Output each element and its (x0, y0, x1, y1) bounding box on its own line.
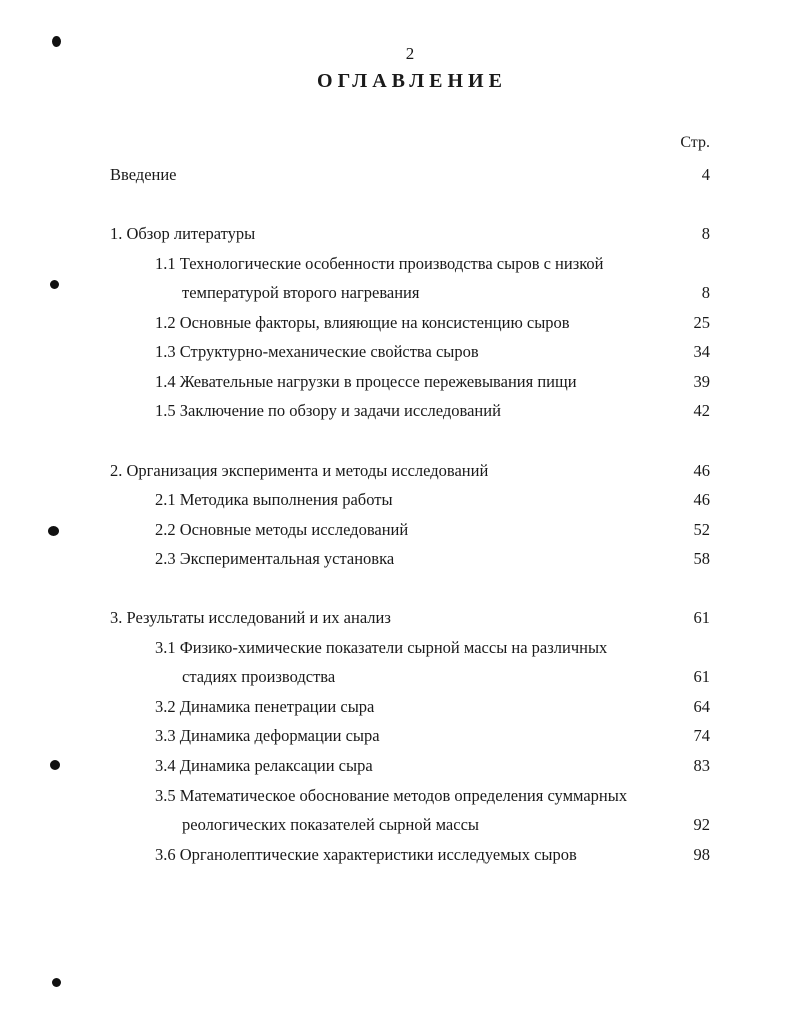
toc-title: ОГЛАВЛЕНИЕ (317, 70, 507, 92)
toc-entry-chapter-1[interactable] (110, 222, 710, 246)
toc-entry-1-3[interactable] (155, 340, 710, 364)
toc-entry-3-1[interactable] (155, 636, 710, 660)
toc-entry-page: 98 (693, 845, 710, 864)
toc-entry-1-1[interactable] (155, 252, 710, 276)
toc-entry-1-5[interactable] (155, 399, 710, 423)
toc-entry-2-2[interactable] (155, 518, 710, 542)
toc-entry-text: 3.2 Динамика пенетрации сыра (155, 697, 375, 716)
toc-entry-text: 2. Организация эксперимента и методы исследований (110, 461, 489, 480)
toc-entry-3-5-continued[interactable] (182, 813, 710, 837)
toc-entry-text: реологических показателей сырной массы (182, 815, 479, 834)
toc-entry-text: 3.3 Динамика деформации сыра (155, 726, 380, 745)
toc-entry-text: 1.1 Технологические особенности производства сыров с низкой (155, 254, 604, 273)
toc-entry-page: 83 (693, 756, 710, 775)
toc-entry-text: 2.2 Основные методы исследований (155, 520, 409, 539)
toc-entry-3-4[interactable] (155, 754, 710, 778)
toc-entry-text: 3. Результаты исследований и их анализ (110, 608, 391, 627)
toc-entry-3-3[interactable] (155, 724, 710, 748)
toc-entry-page: 46 (693, 490, 710, 509)
toc-entry-page: 42 (693, 401, 710, 420)
toc-entry-3-6[interactable] (155, 843, 710, 867)
toc-entry-page: 74 (693, 726, 710, 745)
toc-entry-page: 92 (693, 815, 710, 834)
toc-entry-text: температурой второго нагревания (182, 283, 420, 302)
toc-entry-page: 52 (693, 520, 710, 539)
toc-entry-1-4[interactable] (155, 370, 710, 394)
toc-entry-page: 4 (701, 165, 710, 184)
toc-entry-3-2[interactable] (155, 695, 710, 719)
toc-entry-text: стадиях производства (182, 667, 336, 686)
toc-entry-text: 3.5 Математическое обоснование методов определения суммарных (155, 786, 628, 805)
toc-entry-1-2[interactable] (155, 311, 710, 335)
toc-entry-2-1[interactable] (155, 488, 710, 512)
toc-entry-text: Введение (110, 165, 177, 184)
toc-entry-page: 61 (693, 667, 710, 686)
toc-entry-page: 25 (693, 313, 710, 332)
toc-entry-chapter-2[interactable] (110, 459, 710, 483)
toc-entry-text: 2.3 Экспериментальная установка (155, 549, 395, 568)
toc-entry-introduction[interactable] (110, 163, 710, 187)
toc-entry-text: 3.6 Органолептические характеристики исследуемых сыров (155, 845, 577, 864)
scan-speck (50, 760, 60, 770)
toc-entry-page: 8 (701, 224, 710, 243)
toc-entry-page: 64 (693, 697, 710, 716)
page-number: 2 (405, 44, 415, 63)
toc-entry-page: 8 (701, 283, 710, 302)
toc-entry-page: 46 (693, 461, 710, 480)
toc-entry-text: 1.5 Заключение по обзору и задачи исследований (155, 401, 501, 420)
toc-entry-3-1-continued[interactable] (182, 665, 710, 689)
toc-entry-text: 1. Обзор литературы (110, 224, 256, 243)
toc-entry-3-5[interactable] (155, 784, 710, 808)
toc-entry-page: 58 (693, 549, 710, 568)
toc-entry-1-1-continued[interactable] (182, 281, 710, 305)
toc-entry-text: 3.4 Динамика релаксации сыра (155, 756, 373, 775)
toc-entry-text: 1.4 Жевательные нагрузки в процессе пережевывания пищи (155, 372, 577, 391)
toc-entry-text: 3.1 Физико-химические показатели сырной массы на различных (155, 638, 608, 657)
scan-speck (52, 978, 61, 987)
scan-speck (48, 526, 59, 536)
toc-entry-chapter-3[interactable] (110, 606, 710, 630)
toc-entry-page: 39 (693, 372, 710, 391)
page-column-header: Стр. (680, 134, 710, 151)
toc-entry-2-3[interactable] (155, 547, 710, 571)
scan-speck (50, 280, 59, 289)
toc-entry-text: 1.3 Структурно-механические свойства сыров (155, 342, 479, 361)
toc-entry-page: 61 (693, 608, 710, 627)
toc-entry-page: 34 (693, 342, 710, 361)
toc-entry-text: 2.1 Методика выполнения работы (155, 490, 393, 509)
toc-entry-text: 1.2 Основные факторы, влияющие на консистенцию сыров (155, 313, 570, 332)
